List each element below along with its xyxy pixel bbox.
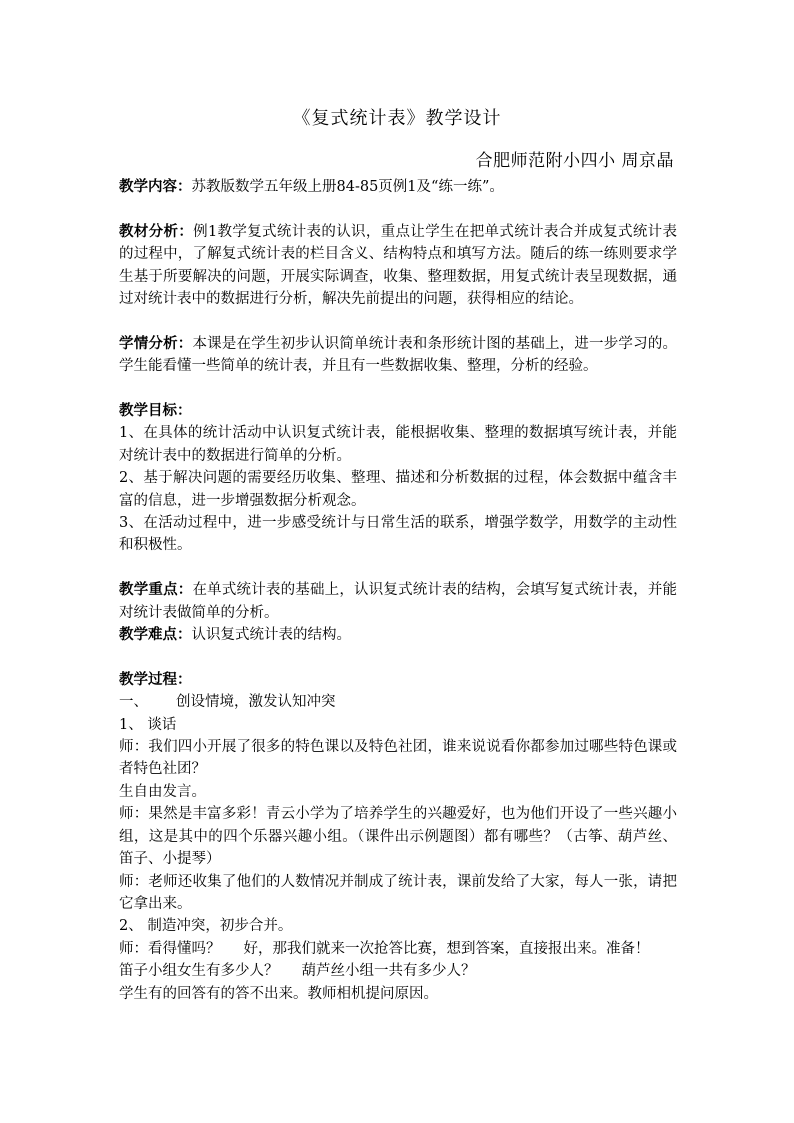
teaching-content-label: 教学内容： bbox=[119, 178, 192, 195]
teaching-content-paragraph bbox=[119, 176, 677, 198]
teaching-process-label: 教学过程： bbox=[119, 670, 192, 688]
process-line: 1、 谈话 bbox=[119, 716, 177, 733]
goal-item: 3、在活动过程中，进一步感受统计与日常生活的联系，增强学数学，用数学的主动性和积极性。 bbox=[119, 515, 677, 554]
process-line: 2、 制造冲突，初步合并。 bbox=[119, 918, 293, 935]
student-analysis-label: 学情分析： bbox=[119, 334, 193, 352]
section-number: 一、 bbox=[119, 694, 148, 711]
section-title: 创设情境，激发认知冲突 bbox=[176, 694, 336, 711]
process-line: 师：我们四小开展了很多的特色课以及特色社团，谁来说说看你都参加过哪些特色课或者特色社团？ bbox=[119, 739, 677, 778]
goal-item: 1、在具体的统计活动中认识复式统计表，能根据收集、整理的数据填写统计表，并能对统计表中的数据进行简单的分析。 bbox=[119, 425, 677, 464]
student-analysis-text: 本课是在学生初步认识简单统计表和条形统计图的基础上，进一步学习的。学生能看懂一些简单的统计表，并且有一些数据收集、整理，分析的经验。 bbox=[119, 335, 678, 375]
teaching-key-text: 在单式统计表的基础上，认识复式统计表的结构，会填写复式统计表，并能对统计表做简单的分析。 bbox=[119, 582, 678, 621]
teaching-difficulty-paragraph bbox=[119, 624, 677, 646]
process-line: 师：果然是丰富多彩！青云小学为了培养学生的兴趣爱好，也为他们开设了一些兴趣小组，这是其中的四个乐器兴趣小组。（课件出示例题图）都有哪些？（古筝、葫芦丝、笛子、小提琴） bbox=[119, 806, 677, 868]
teaching-content-text: 苏教版数学五年级上册84-85页例1及“练一练”。 bbox=[191, 179, 504, 195]
author-line: 合肥师范附小四小 周京晶 bbox=[475, 151, 674, 171]
document-body bbox=[119, 176, 677, 1005]
material-analysis-text: 例1教学复式统计表的认识，重点让学生在把单式统计表合并成复式统计表的过程中，了解复式统计表的栏目含义、结构特点和填写方法。随后的练一练则要求学生基于所要解决的问题，开展实际调查，收集、整理数据，用复式统计表呈现数据，通过对统计表中的数据进行分析，解决先前提出的问题，获得相应的结论。 bbox=[119, 223, 678, 308]
material-analysis-label: 教材分析： bbox=[119, 222, 194, 240]
teaching-difficulty-label: 教学难点： bbox=[119, 626, 192, 644]
teaching-key-label: 教学重点： bbox=[119, 581, 193, 599]
student-analysis-paragraph bbox=[119, 333, 677, 378]
process-line: 师：老师还收集了他们的人数情况并制成了统计表，课前发给了大家，每人一张，请把它拿出来。 bbox=[119, 873, 677, 912]
document-title: 《复式统计表》教学设计 bbox=[292, 108, 502, 129]
teaching-goals-label: 教学目标： bbox=[119, 402, 192, 420]
process-line: 笛子小组女生有多少人？ 葫芦丝小组一共有多少人？ bbox=[119, 963, 476, 980]
process-section-heading bbox=[119, 691, 677, 713]
teaching-difficulty-text: 认识复式统计表的结构。 bbox=[191, 627, 351, 644]
goal-item: 2、基于解决问题的需要经历收集、整理、描述和分析数据的过程，体会数据中蕴含丰富的信息，进一步增强数据分析观念。 bbox=[119, 470, 677, 509]
material-analysis-paragraph bbox=[119, 221, 677, 311]
process-line: 学生有的回答有的答不出来。教师相机提问原因。 bbox=[119, 985, 438, 1002]
process-line: 师：看得懂吗？ 好，那我们就来一次抢答比赛，想到答案，直接报出来。准备！ bbox=[119, 940, 650, 957]
teaching-key-paragraph bbox=[119, 579, 677, 624]
process-line: 生自由发言。 bbox=[119, 783, 206, 800]
